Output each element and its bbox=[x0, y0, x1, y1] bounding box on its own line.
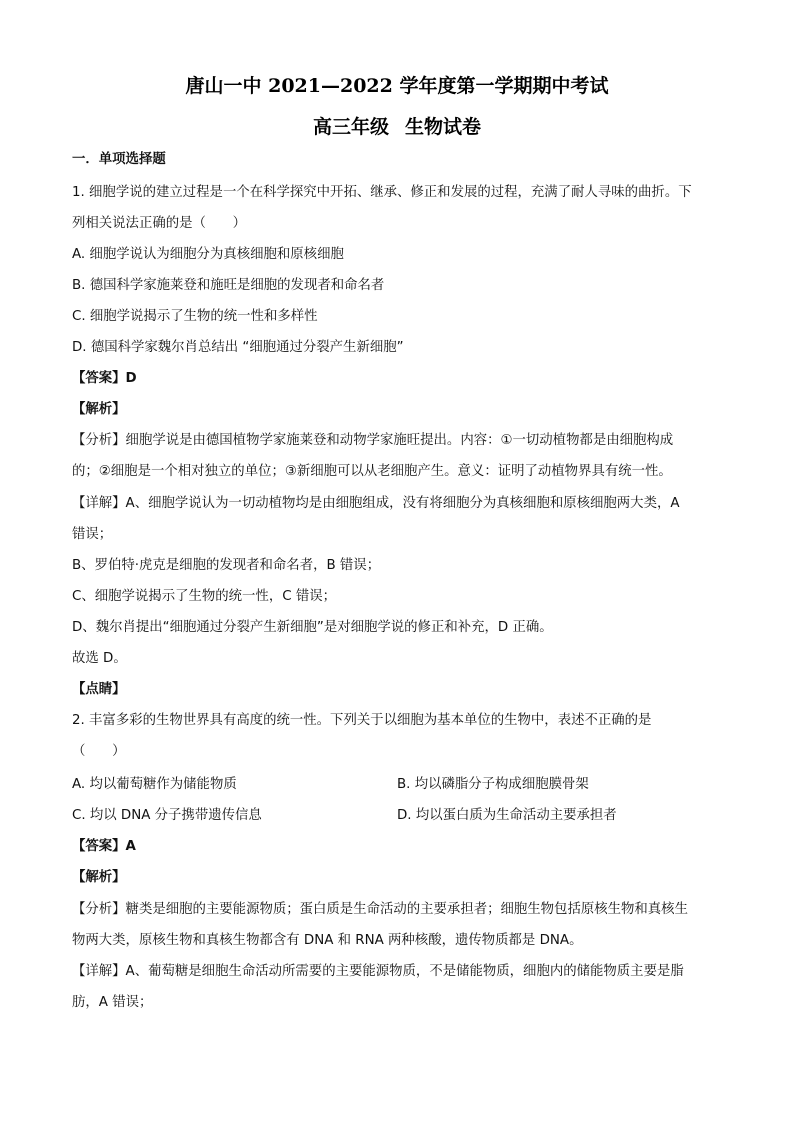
question-1-answer: 【答案】D bbox=[72, 371, 137, 386]
question-1-dianjing: 【点睛】 bbox=[72, 682, 126, 697]
subject-label: 生物试卷 bbox=[405, 116, 482, 138]
question-1-option-c: C. 细胞学说揭示了生物的统一性和多样性 bbox=[72, 309, 318, 324]
question-2-option-c: C. 均以 DNA 分子携带遗传信息 bbox=[72, 808, 262, 823]
question-1-detail-line-1: 【详解】A、细胞学说认为一切动植物均是由细胞组成，没有将细胞分为真核细胞和原核细胞两大类，A bbox=[72, 496, 680, 511]
question-1-fenxi-line-2: 的；②细胞是一个相对独立的单位；③新细胞可以从老细胞产生。意义：证明了动植物界具有统一性。 bbox=[72, 464, 672, 479]
question-2-stem-line-1: 2. 丰富多彩的生物世界具有高度的统一性。下列关于以细胞为基本单位的生物中，表述不正确的是 bbox=[72, 713, 652, 728]
question-1-option-d: D. 德国科学家魏尔肖总结出 “细胞通过分裂产生新细胞” bbox=[72, 340, 404, 355]
question-1-stem-line-2: 列相关说法正确的是（ ） bbox=[72, 216, 247, 231]
question-2-options-row-2 bbox=[72, 806, 724, 826]
question-1-option-a: A. 细胞学说认为细胞分为真核细胞和原核细胞 bbox=[72, 247, 344, 262]
question-1-detail-line-3: B、罗伯特·虎克是细胞的发现者和命名者，B 错误； bbox=[72, 558, 381, 573]
question-2-stem-line-2: （ ） bbox=[72, 744, 126, 759]
question-1-fenxi-line-1: 【分析】细胞学说是由德国植物学家施莱登和动物学家施旺提出。内容：①一切动植物都是由细胞构成 bbox=[72, 433, 674, 448]
question-2-detail-line-2: 肪，A 错误； bbox=[72, 995, 153, 1010]
exam-subtitle bbox=[0, 112, 794, 139]
question-1-detail-line-5: D、魏尔肖提出“细胞通过分裂产生新细胞”是对细胞学说的修正和补充，D 正确。 bbox=[72, 620, 553, 635]
question-2-option-b: B. 均以磷脂分子构成细胞膜骨架 bbox=[397, 777, 589, 792]
question-2-detail-line-1: 【详解】A、葡萄糖是细胞生命活动所需要的主要能源物质，不是储能物质，细胞内的储能物质主要是脂 bbox=[72, 964, 684, 979]
question-2-fenxi-line-1: 【分析】糖类是细胞的主要能源物质；蛋白质是生命活动的主要承担者；细胞生物包括原核生物和真核生 bbox=[72, 902, 688, 917]
exam-title: 唐山一中 2021—2022 学年度第一学期期中考试 bbox=[185, 75, 609, 97]
question-2-fenxi-line-2: 物两大类，原核生物和真核生物都含有 DNA 和 RNA 两种核酸，遗传物质都是 DNA。 bbox=[72, 933, 583, 948]
question-1-option-b: B. 德国科学家施莱登和施旺是细胞的发现者和命名者 bbox=[72, 278, 385, 293]
section-heading: 一．单项选择题 bbox=[72, 152, 166, 167]
question-1-analysis-label: 【解析】 bbox=[72, 402, 126, 417]
grade-label: 高三年级 bbox=[312, 116, 389, 138]
question-1-conclusion: 故选 D。 bbox=[72, 651, 127, 666]
question-2-option-d: D. 均以蛋白质为生命活动主要承担者 bbox=[397, 808, 617, 823]
question-2-analysis-label: 【解析】 bbox=[72, 870, 126, 885]
question-1-detail-line-2: 错误； bbox=[72, 527, 113, 542]
question-1-detail-line-4: C、细胞学说揭示了生物的统一性，C 错误； bbox=[72, 589, 336, 604]
question-2-answer: 【答案】A bbox=[72, 839, 136, 854]
question-2-options-row-1 bbox=[72, 775, 724, 795]
question-2-option-a: A. 均以葡萄糖作为储能物质 bbox=[72, 777, 237, 792]
question-1-stem-line-1: 1. 细胞学说的建立过程是一个在科学探究中开拓、继承、修正和发展的过程，充满了耐人寻味的曲折。下 bbox=[72, 185, 692, 200]
